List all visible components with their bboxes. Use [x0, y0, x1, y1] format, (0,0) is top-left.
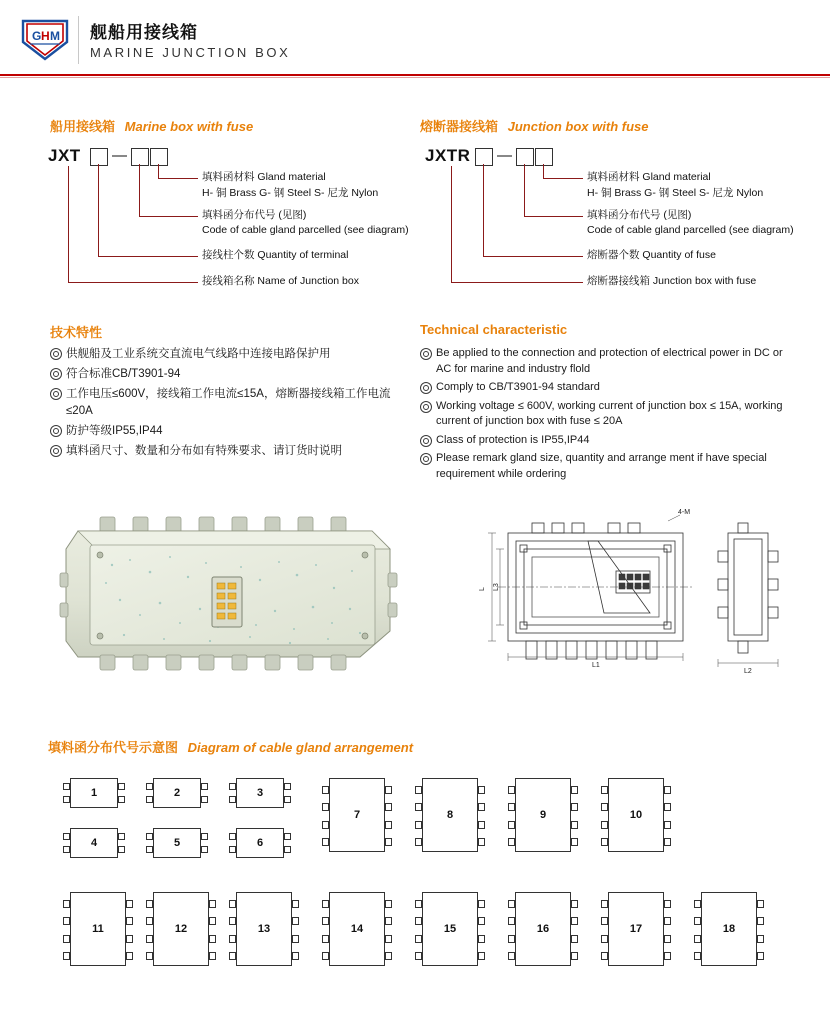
header-rule-thin [0, 77, 830, 78]
tech-en-item-4: Class of protection is IP55,IP44 [436, 433, 590, 446]
gland-arrangement-grid [40, 770, 800, 1000]
tech-en-item-1: Be applied to the connection and protection of electrical power in DC or AC for marine and industry flold [436, 347, 783, 375]
model-code-prefix-jxtr: JXTR [425, 146, 471, 165]
gland-arrangement-number: 12 [174, 923, 188, 935]
gland-nub-right [757, 952, 764, 960]
model-label-gland-material-options: H- 铜 Brass G- 钢 Steel S- 尼龙 Nylon [202, 187, 379, 199]
gland-arrangement-number: 9 [539, 809, 547, 821]
gland-nub-right [126, 900, 133, 908]
gland-arrangement-number: 16 [536, 923, 550, 935]
gland-arrangement-cell-18[interactable] [701, 892, 757, 966]
leader-name-h [68, 282, 198, 283]
list-item [50, 386, 400, 420]
gland-nub-left [694, 900, 701, 908]
leader-gland-code-v [139, 164, 140, 216]
gland-arrangement-number: 5 [173, 837, 181, 849]
tech-cn-item-1: 供舰船及工业系统交直流电气线路中连接电路保护用 [66, 348, 331, 360]
leader-gland-material-v [158, 164, 159, 178]
leader-fuse-qty-h [483, 256, 583, 257]
bullet-icon [420, 401, 432, 413]
gland-nub-right [571, 803, 578, 811]
gland-nub-right [478, 786, 485, 794]
model-code-prefix-jxt: JXT [48, 146, 81, 165]
gland-nub-left [322, 786, 329, 794]
gland-nub-left [146, 917, 153, 925]
gland-nub-right [664, 838, 671, 846]
gland-nub-left [229, 952, 236, 960]
gland-nub-left [601, 952, 608, 960]
gland-diagram-heading-cn: 填料函分布代号示意图 [48, 740, 179, 755]
gland-nub-left [694, 952, 701, 960]
gland-nub-right [385, 952, 392, 960]
gland-nub-left [229, 783, 236, 790]
gland-nub-right [201, 833, 208, 840]
gland-nub-right [292, 900, 299, 908]
gland-nub-left [415, 952, 422, 960]
gland-arrangement-cell-10[interactable] [608, 778, 664, 852]
dim-label-l1: L1 [592, 662, 600, 669]
gland-nub-right [664, 952, 671, 960]
leader-name-v [68, 166, 69, 282]
gland-nub-right [664, 821, 671, 829]
tech-cn-item-2: 符合标准CB/T3901-94 [66, 368, 181, 380]
list-item [420, 399, 800, 430]
gland-nub-right [118, 796, 125, 803]
gland-nub-right [385, 803, 392, 811]
gland-arrangement-cell-11[interactable] [70, 892, 126, 966]
gland-nub-left [601, 900, 608, 908]
gland-nub-right [284, 833, 291, 840]
gland-arrangement-number: 17 [629, 923, 643, 935]
gland-nub-left [63, 952, 70, 960]
leader-fuse-qty-v [483, 164, 484, 256]
section-heading-fuse-box [420, 116, 648, 135]
page-header [0, 0, 830, 78]
bullet-icon [50, 368, 62, 380]
gland-nub-right [284, 783, 291, 790]
gland-nub-left [229, 833, 236, 840]
gland-arrangement-number: 6 [256, 837, 264, 849]
model-code-fuse-box [425, 146, 815, 296]
gland-nub-left [63, 935, 70, 943]
gland-nub-left [146, 833, 153, 840]
gland-nub-right [118, 783, 125, 790]
gland-nub-left [415, 917, 422, 925]
model-label-terminal-qty: 接线柱个数 Quantity of terminal [202, 249, 349, 261]
gland-arrangement-cell-4[interactable] [70, 828, 118, 858]
model-label-fuse-box-name: 熔断器接线箱 Junction box with fuse [587, 275, 757, 287]
list-item [50, 346, 400, 363]
gland-nub-left [508, 952, 515, 960]
gland-nub-right [757, 935, 764, 943]
tech-list-en [420, 346, 800, 485]
gland-nub-left [322, 935, 329, 943]
gland-nub-left [229, 917, 236, 925]
leader-gland-material-h-2 [543, 178, 583, 179]
list-item [50, 366, 400, 383]
dim-label-l3: L3 [493, 583, 500, 591]
tech-en-item-3: Working voltage ≤ 600V, working current of junction box ≤ 15A, working current of junction box with fuse ≤ 20A [436, 399, 783, 427]
gland-nub-left [146, 846, 153, 853]
gland-nub-left [415, 838, 422, 846]
gland-nub-right [478, 803, 485, 811]
technical-drawing [470, 505, 790, 675]
model-box-gland-material [150, 148, 168, 166]
gland-arrangement-number: 7 [353, 809, 361, 821]
gland-nub-left [146, 952, 153, 960]
gland-arrangement-number: 13 [257, 923, 271, 935]
model-label-gland-code: 填料函分布代号 (见图) [202, 209, 307, 221]
gland-nub-left [146, 935, 153, 943]
model-box-gland-material-2 [535, 148, 553, 166]
gland-nub-right [571, 821, 578, 829]
gland-nub-left [508, 935, 515, 943]
gland-arrangement-cell-6[interactable] [236, 828, 284, 858]
gland-arrangement-cell-2[interactable] [153, 778, 201, 808]
gland-nub-right [118, 846, 125, 853]
gland-nub-right [292, 952, 299, 960]
model-label-gland-code-2: 填料函分布代号 (见图) [587, 209, 692, 221]
gland-nub-right [126, 952, 133, 960]
product-photo [60, 505, 405, 675]
gland-nub-left [508, 900, 515, 908]
gland-nub-left [694, 917, 701, 925]
gland-nub-right [664, 935, 671, 943]
tech-cn-item-3: 工作电压≤600V，接线箱工作电流≤15A，熔断器接线箱工作电流≤20A [66, 388, 391, 417]
gland-nub-right [201, 796, 208, 803]
gland-nub-right [284, 796, 291, 803]
bullet-icon [50, 425, 62, 437]
gland-arrangement-number: 4 [90, 837, 98, 849]
svg-text:H: H [41, 29, 50, 43]
model-box-terminal-qty [90, 148, 108, 166]
gland-arrangement-cell-7[interactable] [329, 778, 385, 852]
leader-name-v-2 [451, 166, 452, 282]
leader-terminal-qty-h [98, 256, 198, 257]
gland-nub-right [478, 900, 485, 908]
gland-nub-left [229, 796, 236, 803]
leader-gland-material-h [158, 178, 198, 179]
tech-cn-item-4: 防护等级IP55,IP44 [66, 425, 163, 437]
section-heading-gland-diagram [48, 737, 413, 756]
gland-nub-left [508, 917, 515, 925]
gland-nub-right [201, 846, 208, 853]
tech-en-item-5: Please remark gland size, quantity and arrange ment if have special requirement while ordering [436, 452, 767, 480]
gland-nub-right [571, 952, 578, 960]
gland-arrangement-number: 1 [90, 787, 98, 799]
model-label-gland-material-options-2: H- 铜 Brass G- 钢 Steel S- 尼龙 Nylon [587, 187, 764, 199]
gland-nub-right [126, 917, 133, 925]
gland-nub-right [757, 917, 764, 925]
gland-nub-right [478, 952, 485, 960]
gland-nub-right [571, 786, 578, 794]
gland-nub-left [415, 803, 422, 811]
gland-arrangement-cell-12[interactable] [153, 892, 209, 966]
gland-arrangement-cell-17[interactable] [608, 892, 664, 966]
gland-nub-left [508, 786, 515, 794]
gland-nub-left [146, 900, 153, 908]
model-dash: — [112, 147, 127, 164]
gland-nub-right [478, 821, 485, 829]
gland-nub-right [664, 900, 671, 908]
gland-nub-right [571, 935, 578, 943]
gland-nub-right [209, 917, 216, 925]
gland-nub-right [571, 900, 578, 908]
section-heading-tech-en: Technical characteristic [420, 322, 568, 337]
model-label-gland-material-2: 填料函材料 Gland material [587, 171, 711, 183]
gland-nub-left [229, 846, 236, 853]
gland-nub-left [322, 838, 329, 846]
dim-label-l: L [479, 587, 486, 591]
gland-nub-right [385, 917, 392, 925]
gland-arrangement-number: 8 [446, 809, 454, 821]
gland-nub-left [63, 833, 70, 840]
leader-terminal-qty-v [98, 164, 99, 256]
gland-arrangement-number: 2 [173, 787, 181, 799]
gland-nub-right [201, 783, 208, 790]
list-item [420, 433, 800, 449]
page-title-en: MARINE JUNCTION BOX [90, 45, 291, 60]
gland-arrangement-cell-8[interactable] [422, 778, 478, 852]
gland-nub-right [209, 935, 216, 943]
gland-nub-right [118, 833, 125, 840]
gland-arrangement-cell-1[interactable] [70, 778, 118, 808]
section-heading-marine-box [50, 116, 253, 135]
gland-nub-left [229, 935, 236, 943]
gland-nub-left [322, 821, 329, 829]
gland-nub-right [664, 803, 671, 811]
model-box-fuse-qty [475, 148, 493, 166]
gland-arrangement-cell-14[interactable] [329, 892, 385, 966]
gland-nub-left [508, 803, 515, 811]
list-item [50, 443, 400, 460]
gland-nub-right [385, 821, 392, 829]
gland-nub-right [292, 917, 299, 925]
model-code-marine-box [48, 146, 418, 296]
gland-arrangement-number: 15 [443, 923, 457, 935]
list-item [50, 423, 400, 440]
gland-nub-right [292, 935, 299, 943]
gland-nub-right [757, 900, 764, 908]
gland-nub-left [601, 803, 608, 811]
gland-nub-left [415, 935, 422, 943]
gland-nub-right [571, 838, 578, 846]
gland-nub-left [63, 783, 70, 790]
tech-en-item-2: Comply to CB/T3901-94 standard [436, 381, 600, 393]
gland-nub-right [385, 786, 392, 794]
gland-nub-left [63, 917, 70, 925]
gland-arrangement-number: 14 [350, 923, 364, 935]
gland-nub-left [63, 846, 70, 853]
bullet-icon [420, 435, 432, 447]
gland-nub-right [664, 786, 671, 794]
page-title-cn: 舰船用接线箱 [90, 23, 198, 42]
gland-nub-left [322, 803, 329, 811]
svg-text:G: G [32, 29, 42, 43]
gland-arrangement-number: 18 [722, 923, 736, 935]
leader-gland-code-v-2 [524, 164, 525, 216]
gland-arrangement-cell-16[interactable] [515, 892, 571, 966]
gland-nub-left [415, 786, 422, 794]
model-label-gland-material: 填料函材料 Gland material [202, 171, 326, 183]
gland-nub-left [601, 821, 608, 829]
gland-nub-right [284, 846, 291, 853]
gland-nub-left [229, 900, 236, 908]
section-heading-marine-box-cn: 船用接线箱 [50, 119, 116, 134]
model-dash-2: — [497, 147, 512, 164]
svg-text:M: M [50, 29, 60, 43]
gland-nub-right [385, 900, 392, 908]
list-item [420, 451, 800, 482]
gland-arrangement-cell-3[interactable] [236, 778, 284, 808]
gland-arrangement-number: 10 [629, 809, 643, 821]
gland-arrangement-cell-15[interactable] [422, 892, 478, 966]
gland-nub-left [601, 935, 608, 943]
gland-nub-right [385, 838, 392, 846]
list-item [420, 380, 800, 396]
bullet-icon [420, 453, 432, 465]
bullet-icon [50, 388, 62, 400]
leader-name-h-2 [451, 282, 583, 283]
gland-arrangement-cell-5[interactable] [153, 828, 201, 858]
gland-nub-left [146, 783, 153, 790]
bullet-icon [420, 382, 432, 394]
gland-diagram-heading-en: Diagram of cable gland arrangement [187, 740, 414, 755]
gland-nub-right [209, 952, 216, 960]
gland-nub-right [664, 917, 671, 925]
gland-arrangement-number: 11 [92, 923, 104, 935]
section-heading-tech-cn: 技术特性 [50, 325, 103, 340]
model-label-fuse-qty: 熔断器个数 Quantity of fuse [587, 249, 716, 261]
model-label-box-name: 接线箱名称 Name of Junction box [202, 275, 359, 287]
dim-label-4m: 4-M [678, 509, 691, 516]
gland-nub-left [601, 786, 608, 794]
gland-nub-left [508, 838, 515, 846]
model-label-gland-code-en: Code of cable gland parcelled (see diagram) [202, 224, 409, 236]
header-rule [0, 74, 830, 76]
company-logo-icon [20, 18, 70, 62]
gland-nub-left [415, 900, 422, 908]
model-box-gland-code [131, 148, 149, 166]
gland-nub-right [478, 917, 485, 925]
gland-nub-right [209, 900, 216, 908]
gland-nub-right [478, 838, 485, 846]
tech-cn-item-5: 填料函尺寸、数量和分布如有特殊要求、请订货时说明 [66, 445, 342, 457]
gland-nub-left [146, 796, 153, 803]
gland-nub-right [571, 917, 578, 925]
gland-arrangement-cell-13[interactable] [236, 892, 292, 966]
bullet-icon [50, 445, 62, 457]
list-item [420, 346, 800, 377]
gland-nub-left [63, 796, 70, 803]
dim-label-l2: L2 [744, 668, 752, 675]
gland-nub-left [322, 917, 329, 925]
model-label-gland-code-en-2: Code of cable gland parcelled (see diagram) [587, 224, 794, 236]
model-box-gland-code-2 [516, 148, 534, 166]
bullet-icon [420, 348, 432, 360]
gland-nub-left [601, 838, 608, 846]
bullet-icon [50, 348, 62, 360]
leader-gland-material-v-2 [543, 164, 544, 178]
gland-nub-right [385, 935, 392, 943]
gland-nub-right [126, 935, 133, 943]
leader-gland-code-h [139, 216, 198, 217]
gland-arrangement-number: 3 [256, 787, 264, 799]
gland-arrangement-cell-9[interactable] [515, 778, 571, 852]
gland-nub-left [63, 900, 70, 908]
header-divider [78, 16, 79, 64]
section-heading-fuse-box-cn: 熔断器接线箱 [420, 119, 499, 134]
gland-nub-right [478, 935, 485, 943]
gland-nub-left [322, 900, 329, 908]
tech-list-cn [50, 346, 400, 463]
section-heading-fuse-box-en: Junction box with fuse [507, 119, 649, 134]
gland-nub-left [415, 821, 422, 829]
gland-nub-left [601, 917, 608, 925]
gland-nub-left [322, 952, 329, 960]
gland-nub-left [694, 935, 701, 943]
section-heading-marine-box-en: Marine box with fuse [124, 119, 254, 134]
gland-nub-left [508, 821, 515, 829]
leader-gland-code-h-2 [524, 216, 583, 217]
